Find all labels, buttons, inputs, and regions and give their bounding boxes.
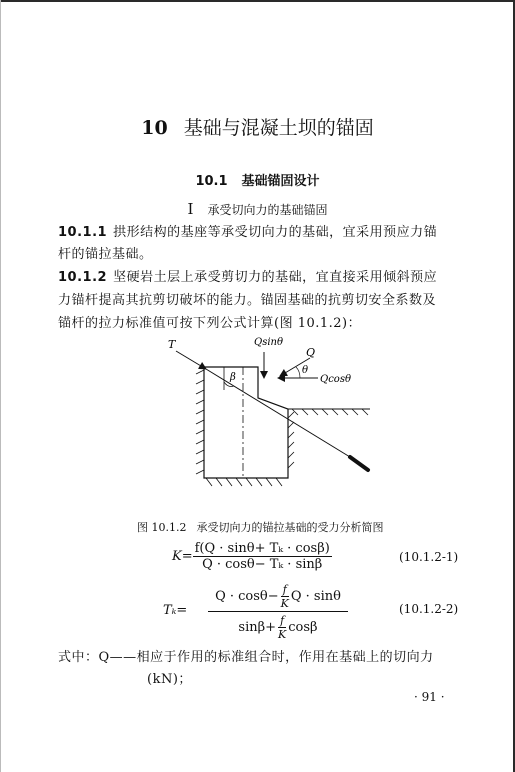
- equation-2-lhs: Tₖ=: [163, 603, 188, 618]
- anchor-foundation-diagram: [150, 330, 390, 510]
- ground-hatching: [292, 409, 368, 415]
- equation-10-1-2-1: [172, 541, 332, 572]
- equation-2-fraction-bar: [208, 611, 348, 612]
- f-over-k-fraction: [279, 583, 291, 610]
- equation-term: Q · sinθ: [290, 589, 341, 604]
- section-title: 基础锚固设计: [241, 174, 320, 189]
- label-qcos: Qcosθ: [320, 374, 351, 385]
- equation-numerator: f(Q · sinθ+ Tₖ · cosβ): [194, 541, 330, 556]
- equation-term: sinβ+: [238, 620, 277, 635]
- section-heading: [0, 170, 515, 189]
- label-t: T: [168, 338, 176, 351]
- label-theta: θ: [302, 365, 309, 376]
- tension-force-arrow: [176, 351, 206, 369]
- anchor-bond-zone: [350, 457, 368, 470]
- scan-border-top: [0, 0, 515, 2]
- frac-d: K: [280, 597, 289, 610]
- equation-lhs: K=: [172, 549, 193, 564]
- equation-number: (10.1.2-1): [399, 550, 459, 564]
- f-over-k-fraction: [276, 614, 288, 641]
- label-q: Q: [306, 346, 316, 359]
- part-roman-numeral: Ⅰ: [187, 200, 194, 218]
- definition-unit: (kN)；: [147, 672, 192, 687]
- paragraph-10-1-1-line-2: 杆的锚拉基础。: [58, 247, 153, 262]
- part-heading: [0, 200, 515, 218]
- page-number: · 91 ·: [414, 690, 445, 704]
- frac-n: f: [280, 614, 285, 627]
- paragraph-text: 坚硬岩土层上承受剪切力的基础，宜直接采用倾斜预应: [113, 270, 438, 285]
- foundation-block: [204, 367, 288, 478]
- paragraph-10-1-2-line-3: 锚杆的拉力标准值可按下列公式计算(图 10.1.2)：: [58, 316, 362, 331]
- section-number: 10.1: [195, 174, 228, 189]
- equation-number: (10.1.2-2): [399, 602, 459, 616]
- chapter-heading: [0, 113, 515, 140]
- paragraph-10-1-2-line-1: [58, 266, 437, 285]
- equation-denominator: Q · cosθ− Tₖ · sinβ: [202, 557, 323, 572]
- chapter-title: 基础与混凝土坝的锚固: [183, 117, 374, 139]
- chapter-number: 10: [141, 117, 168, 139]
- paragraph-number: 10.1.1: [58, 225, 108, 240]
- paragraph-10-1-1-line-1: [58, 221, 437, 240]
- part-title: 承受切向力的基础锚固: [207, 203, 328, 217]
- paragraph-text: 拱形结构的基座等承受切向力的基础，宜采用预应力锚: [113, 225, 438, 240]
- figure-caption: [137, 519, 383, 535]
- equation-term: cosβ: [288, 620, 318, 635]
- definition-lead: 式中：Q——: [58, 650, 137, 665]
- bottom-soil-hatching: [206, 478, 282, 486]
- label-qsin: Qsinθ: [254, 337, 283, 348]
- figure-number: 图 10.1.2: [137, 521, 187, 534]
- label-beta: β: [230, 372, 236, 383]
- frac-d: K: [278, 628, 287, 641]
- equation-term: Q · cosθ−: [215, 589, 279, 604]
- equation-2-denominator: [193, 614, 363, 641]
- equation-2-numerator: [193, 583, 363, 610]
- figure-caption-text: 承受切向力的锚拉基础的受力分析简图: [196, 521, 384, 534]
- paragraph-10-1-2-line-2: 力锚杆提高其抗剪切破坏的能力。锚固基础的抗剪切安全系数及: [58, 293, 437, 308]
- definition-line: [58, 646, 434, 665]
- paragraph-number: 10.1.2: [58, 270, 108, 285]
- equation-fraction: [193, 541, 332, 572]
- theta-angle-arc: [296, 367, 300, 378]
- frac-n: f: [282, 583, 287, 596]
- definition-text: 相应于作用的标准组合时，作用在基础上的切向力: [136, 650, 434, 665]
- left-soil-hatching: [196, 370, 204, 474]
